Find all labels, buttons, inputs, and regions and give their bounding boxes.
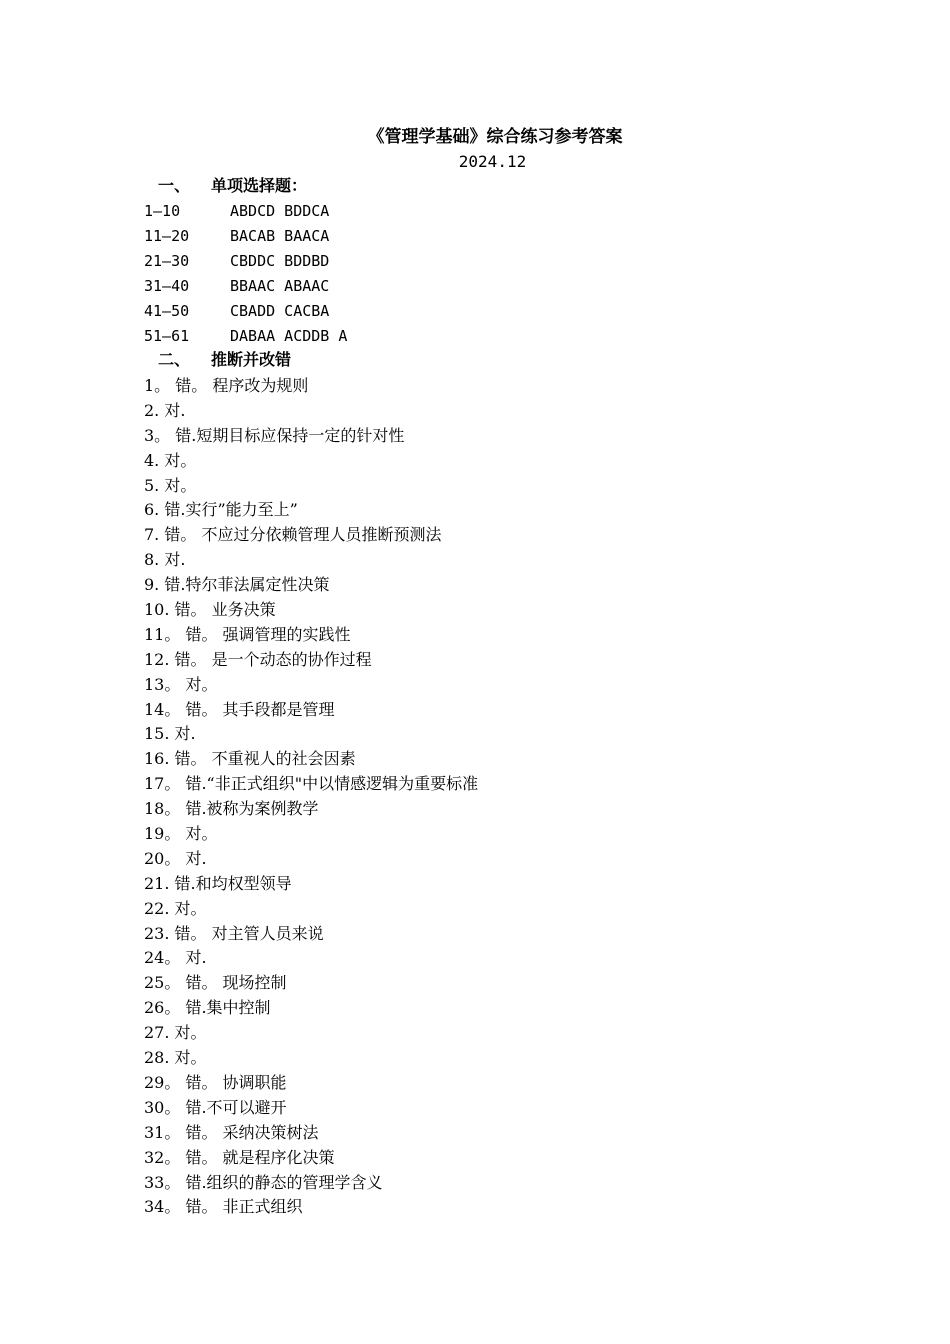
- list-item: 27. 对。: [144, 1023, 207, 1043]
- document-title: 《管理学基础》综合练习参考答案: [367, 127, 623, 147]
- list-item: 5. 对。: [144, 475, 197, 495]
- answer-row: [144, 324, 347, 349]
- list-item: 30。 错.不可以避开: [144, 1097, 287, 1117]
- section-title: 推断并改错: [211, 350, 292, 369]
- list-item: 32。 错。 就是程序化决策: [144, 1147, 335, 1167]
- list-item: 18。 错.被称为案例教学: [144, 799, 319, 819]
- list-item: 4. 对。: [144, 450, 197, 470]
- list-item: 34。 错。 非正式组织: [144, 1197, 303, 1217]
- section-number: 一、: [158, 176, 191, 195]
- list-item: 28. 对。: [144, 1048, 207, 1068]
- answer-row: [144, 299, 347, 324]
- list-item: 23. 错。 对主管人员来说: [144, 923, 324, 943]
- list-item: 20。 对.: [144, 848, 207, 868]
- answer-letters: BBAAC ABAAC: [230, 277, 330, 295]
- list-item: 24。 对.: [144, 948, 207, 968]
- list-item: 6. 错.实行”能力至上”: [144, 500, 298, 520]
- answer-row: [144, 274, 347, 299]
- answer-key-list: [144, 199, 347, 349]
- list-item: 12. 错。 是一个动态的协作过程: [144, 649, 372, 669]
- list-item: 33。 错.组织的静态的管理学含义: [144, 1172, 383, 1192]
- list-item: 3。 错.短期目标应保持一定的针对性: [144, 425, 405, 445]
- answer-row: [144, 224, 347, 249]
- list-item: 31。 错。 采纳决策树法: [144, 1122, 319, 1142]
- list-item: 17。 错.“非正式组织"中以情感逻辑为重要标准: [144, 774, 479, 794]
- list-item: 11。 错。 强调管理的实践性: [144, 624, 351, 644]
- list-item: 13。 对。: [144, 674, 218, 694]
- list-item: 8. 对.: [144, 550, 186, 570]
- section-title: 单项选择题：: [211, 176, 308, 195]
- answer-row: [144, 249, 347, 274]
- question-range: 21—30: [144, 252, 190, 270]
- list-item: 1。 错。 程序改为规则: [144, 376, 309, 395]
- question-range: 31—40: [144, 277, 190, 295]
- list-item: 19。 对。: [144, 824, 218, 844]
- list-item: 2. 对.: [144, 400, 186, 420]
- list-item: 9. 错.特尔菲法属定性决策: [144, 575, 330, 595]
- question-range: 41—50: [144, 302, 190, 320]
- judgment-list: [144, 373, 478, 1219]
- list-item: 14。 错。 其手段都是管理: [144, 699, 335, 719]
- answer-row: [144, 199, 347, 224]
- question-range: 11—20: [144, 227, 190, 245]
- list-item: 25。 错。 现场控制: [144, 973, 287, 993]
- list-item: 29。 错。 协调职能: [144, 1072, 287, 1092]
- list-item: 26。 错.集中控制: [144, 998, 271, 1018]
- answer-letters: ABDCD BDDCA: [230, 202, 330, 220]
- list-item: 15. 对.: [144, 724, 196, 744]
- section-heading-judgment: [158, 348, 291, 372]
- list-item: 7. 错。 不应过分依赖管理人员推断预测法: [144, 525, 442, 545]
- list-item: 16. 错。 不重视人的社会因素: [144, 749, 356, 769]
- question-range: 51—61: [144, 327, 190, 345]
- answer-letters: CBDDC BDDBD: [230, 252, 330, 270]
- section-heading-single-choice: [158, 174, 307, 198]
- list-item: 10. 错。 业务决策: [144, 600, 276, 620]
- answer-letters: DABAA ACDDB A: [230, 327, 348, 345]
- answer-letters: CBADD CACBA: [230, 302, 330, 320]
- list-item: 22. 对。: [144, 898, 207, 918]
- list-item: 21. 错.和均权型领导: [144, 873, 292, 893]
- answer-letters: BACAB BAACA: [230, 227, 330, 245]
- question-range: 1—10: [144, 202, 181, 220]
- document-date: 2024.12: [458, 152, 527, 171]
- section-number: 二、: [158, 350, 191, 369]
